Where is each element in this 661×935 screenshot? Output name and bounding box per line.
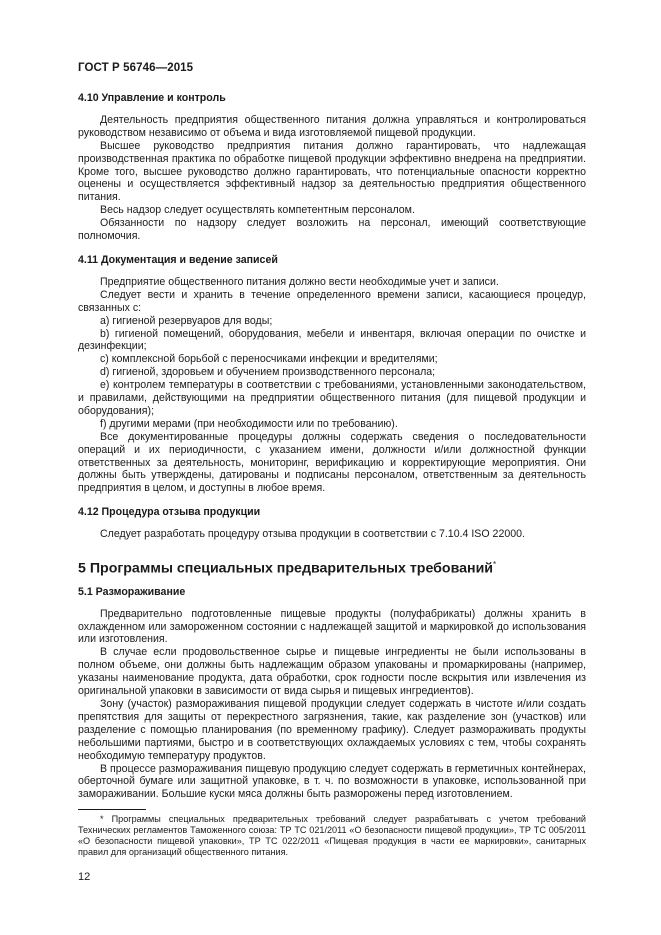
footnote-marker: * xyxy=(493,560,497,570)
paragraph: Весь надзор следует осуществлять компетентным персоналом. xyxy=(100,204,415,217)
paragraph: Высшее руководство предприятия питания должно гарантировать, что надлежащая производственная практика по обработке пищевой продукции эффективно внедрена на предприятии. Кроме того, высшее руководство должно гарантировать, что потенциальные опасности корректно оценены и осуществляется эффективный надзор за деятельностью предприятия общественного питания. xyxy=(78,139,586,204)
paragraph: Следует вести и хранить в течение определенного времени записи, касающиеся процедур, связанных с: xyxy=(78,288,586,314)
chapter-heading-text: 5 Программы специальных предварительных требований xyxy=(78,560,494,577)
paragraph: Предварительно подготовленные пищевые продукты (полуфабрикаты) должны хранить в охлажденном или замороженном состоянии с надлежащей защитой и маркировкой до использования или изготовления. xyxy=(78,607,586,646)
paragraph: Все документированные процедуры должны содержать сведения о последовательности операций и их периодичности, с указанием имени, должности и/или должностной функции ответственных за деятельность, мониторинг, верификацию и корректирующие мероприятия. Они должны быть утверждены, датированы и подписаны персоналом, ответственным за деятельность предприятия в целом, и доступны в любое время. xyxy=(78,430,586,495)
document-header: ГОСТ Р 56746—2015 xyxy=(78,62,194,74)
paragraph: Предприятие общественного питания должно вести необходимые учет и записи. xyxy=(100,275,499,288)
paragraph: Зону (участок) размораживания пищевой продукции следует содержать в чистоте и/или создать препятствия для защиты от перекрестного загрязнения, такие, как разделение зон (участков) или разделение с помощью планирования (по временному графику). Следует размораживать продукты небольшими партиями, быстро и в соответствующих охлаждаемых условиях с тем, чтобы сохранять необходимую температуру продуктов. xyxy=(78,697,586,762)
list-item: e) контролем температуры в соответствии с требованиями, установленными законодательством, и правилами, действующими на предприятии общественного питания (для пищевой продукции и оборудования); xyxy=(78,379,586,417)
page-number: 12 xyxy=(78,871,91,883)
chapter-heading-5 xyxy=(78,559,586,576)
list-item: c) комплексной борьбой с переносчиками инфекции и вредителями; xyxy=(100,353,438,366)
list-item: f) другими мерами (при необходимости или по требованию). xyxy=(100,417,398,430)
list-item: a) гигиеной резервуаров для воды; xyxy=(100,314,273,327)
list-item: b) гигиеной помещений, оборудования, мебели и инвентаря, включая операции по очистке и дезинфекции; xyxy=(78,327,586,353)
paragraph: Обязанности по надзору следует возложить на персонал, имеющий соответствующие полномочия. xyxy=(78,217,586,243)
list-item: d) гигиеной, здоровьем и обучением производственного персонала; xyxy=(100,366,436,379)
paragraph: В случае если продовольственное сырье и пищевые ингредиенты не были использованы в полном объеме, они должны быть надлежащим образом упакованы и промаркированы (например, указаны наименование продукта, дата обработки, срок годности после вскрытия или извлечения из оригинальной упаковки в зависимости от вида сырья и пищевых ингредиентов). xyxy=(78,646,586,698)
footnote-divider xyxy=(78,809,146,810)
footnote: * Программы специальных предварительных требований следует разрабатывать с учетом требований Технических регламентов Таможенного союза: ТР ТС 021/2011 «О безопасности пищевой продукции», ТР ТС 005/2011 «О безопасности пищевой упаковки», ТР ТС 022/2011 «Пищевая продукция в части ее маркировки», санитарных правил для организаций общественного питания. xyxy=(78,814,586,858)
section-heading-4-10: 4.10 Управление и контроль xyxy=(78,92,226,104)
section-heading-4-12: 4.12 Процедура отзыва продукции xyxy=(78,506,261,519)
section-heading-5-1: 5.1 Размораживание xyxy=(78,585,186,598)
paragraph: Следует разработать процедуру отзыва продукции в соответствии с 7.10.4 ISO 22000. xyxy=(100,528,525,541)
paragraph: Деятельность предприятия общественного питания должна управляться и контролироваться руководством независимо от объема и вида изготовляемой пищевой продукции. xyxy=(78,113,586,139)
paragraph: В процессе размораживания пищевую продукцию следует содержать в герметичных контейнерах, оберточной бумаге или защитной упаковке, в т. ч. по возможности в упаковке, использованной при замораживании. Большие куски мяса должны быть разморожены перед изготовлением. xyxy=(78,762,586,801)
page-content xyxy=(78,92,586,858)
section-heading-4-11: 4.11 Документация и ведение записей xyxy=(78,253,278,266)
